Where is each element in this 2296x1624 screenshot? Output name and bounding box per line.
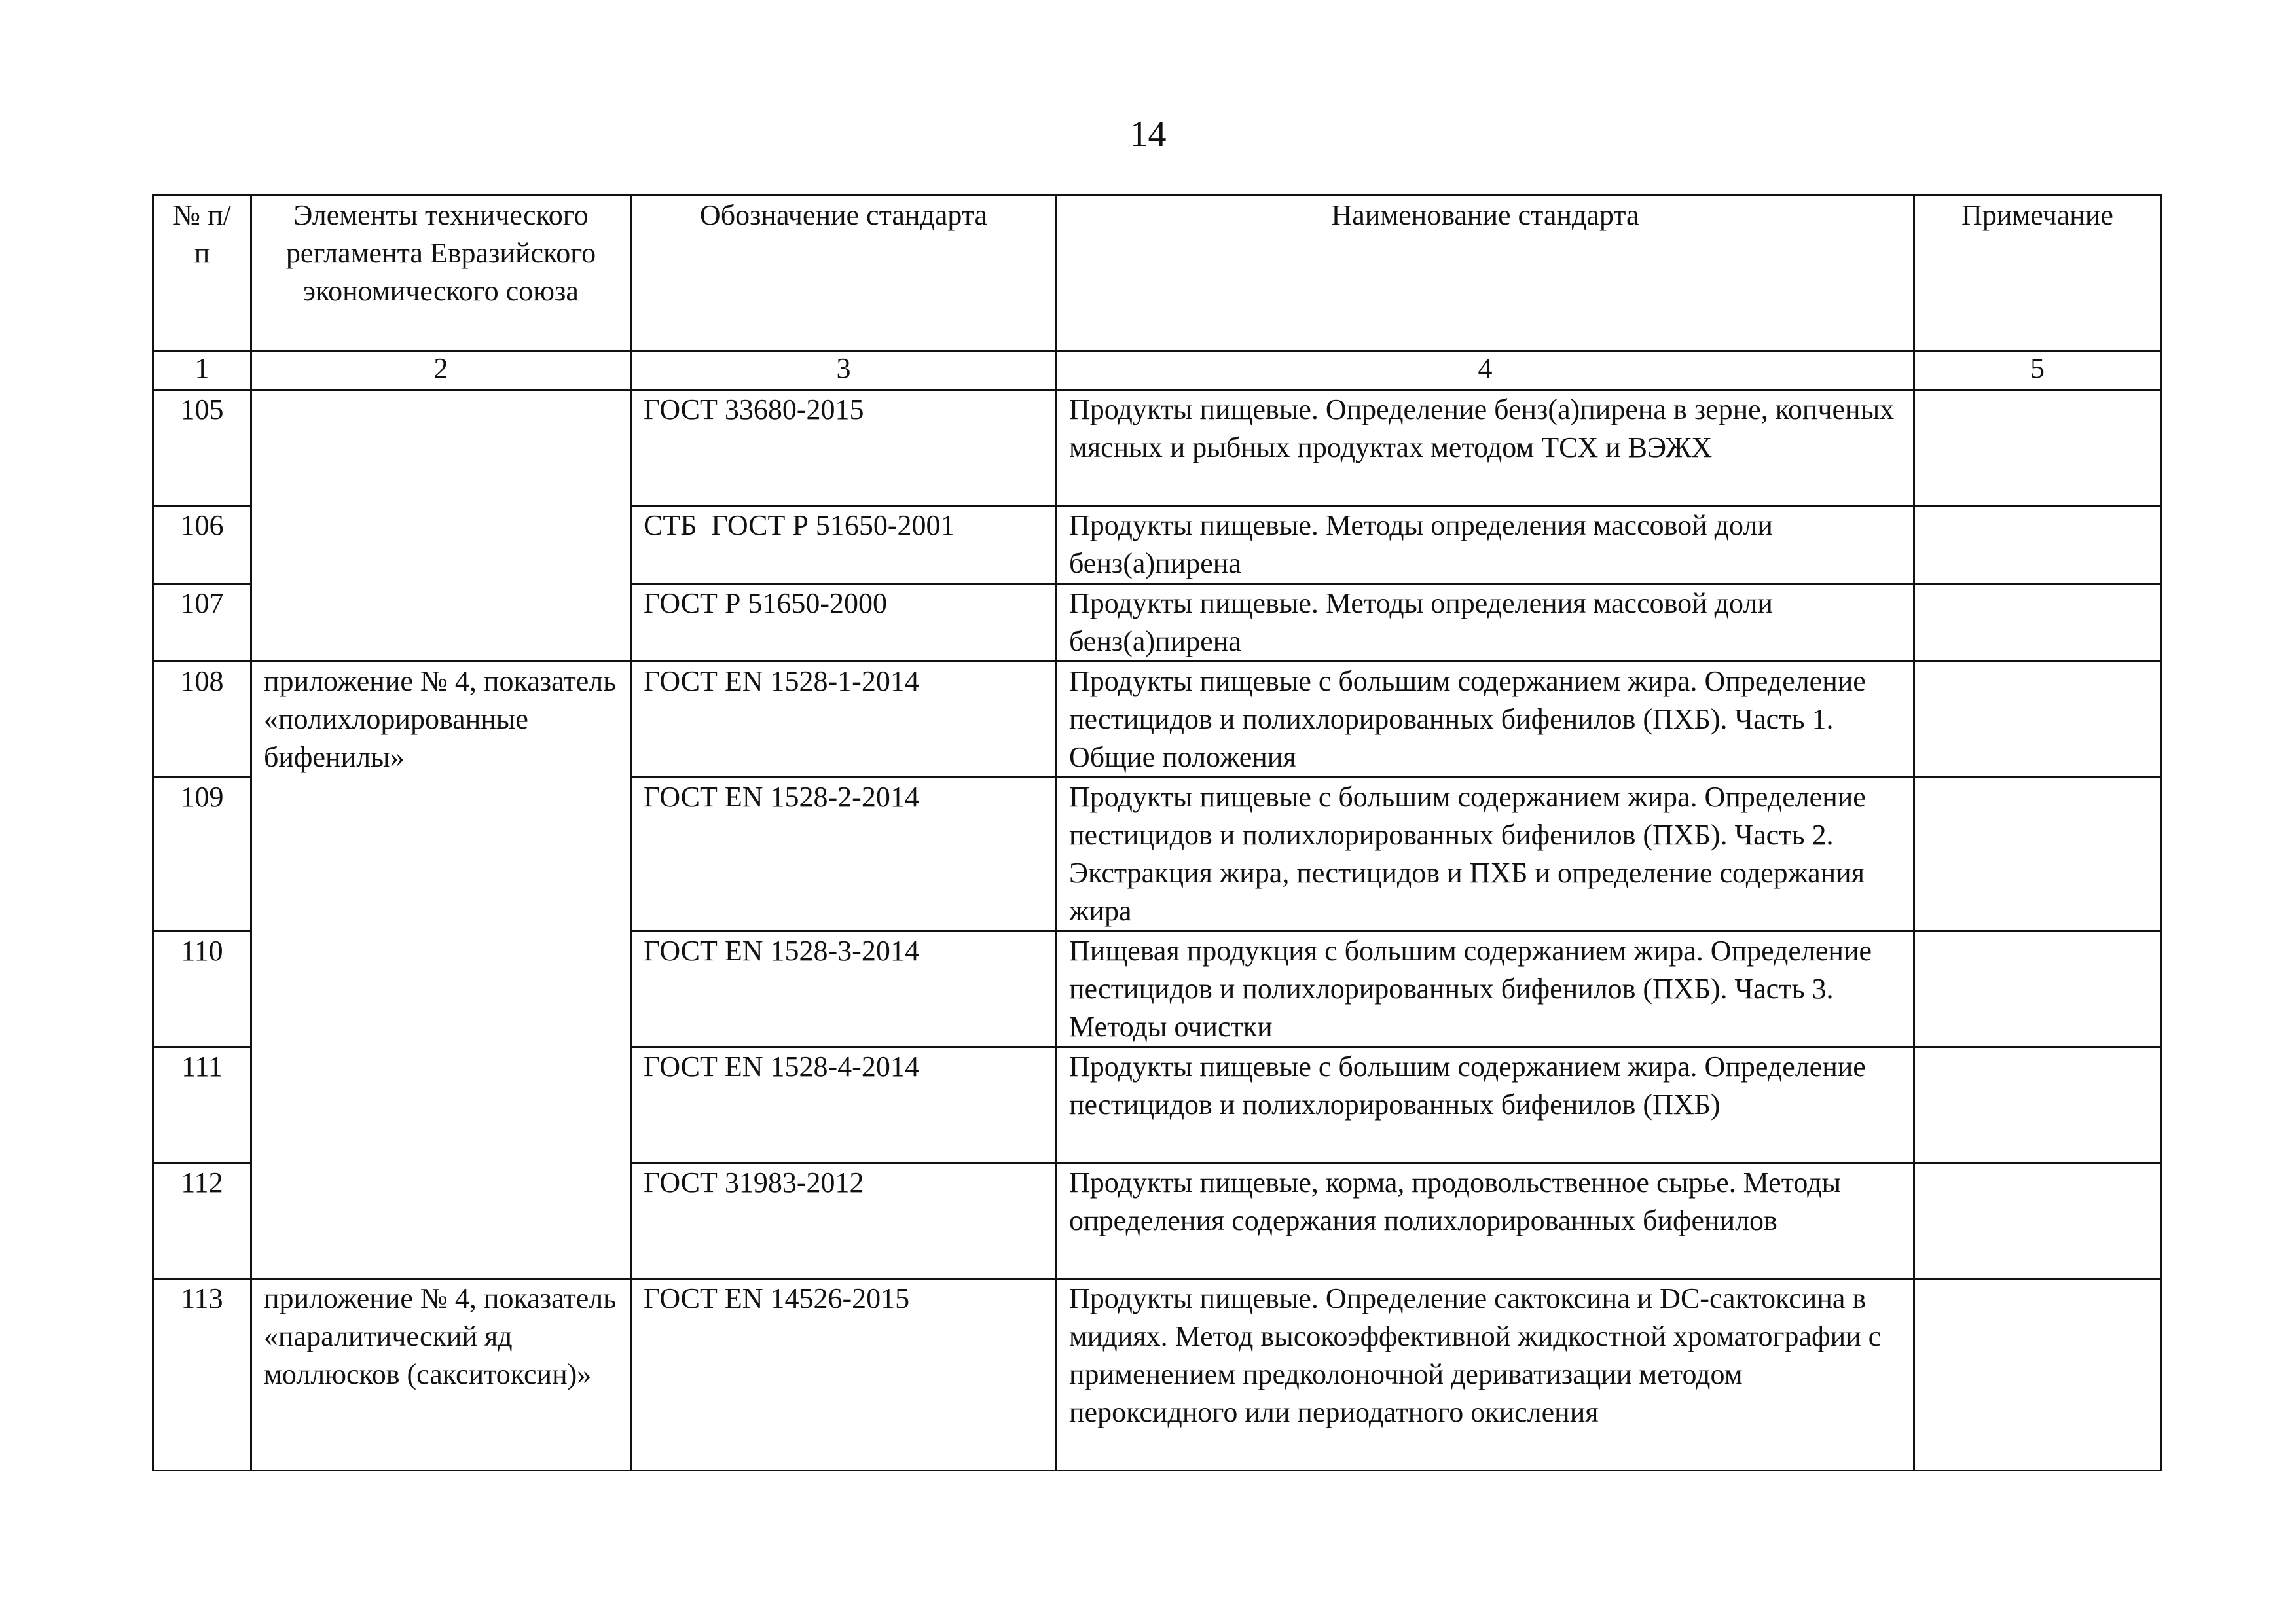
standards-table	[152, 194, 2162, 1471]
standard-code: СТБ ГОСТ Р 51650-2001	[631, 506, 1057, 584]
standard-code: ГОСТ EN 14526-2015	[631, 1279, 1057, 1471]
standard-name: Пищевая продукция с большим содержанием жира. Определение пестицидов и полихлорированных бифенилов (ПХБ). Часть 3. Методы очистки	[1057, 931, 1914, 1047]
row-number: 106	[153, 506, 251, 584]
standard-note	[1914, 662, 2161, 778]
standard-note	[1914, 584, 2161, 662]
standard-note	[1914, 506, 2161, 584]
standard-name: Продукты пищевые с большим содержанием жира. Определение пестицидов и полихлорированных бифенилов (ПХБ). Часть 2. Экстракция жира, пестицидов и ПХБ и определение содержания жира	[1057, 778, 1914, 931]
row-number: 111	[153, 1047, 251, 1163]
standard-name: Продукты пищевые. Определение сактоксина и DC-сактоксина в мидиях. Метод высокоэффективной жидкостной хроматографии с применением предколоночной дериватизации методом пероксидного или периодатного окисления	[1057, 1279, 1914, 1471]
column-number: 2	[251, 351, 631, 390]
header-row	[153, 196, 2161, 351]
row-number: 113	[153, 1279, 251, 1471]
row-number: 107	[153, 584, 251, 662]
standard-code: ГОСТ EN 1528-2-2014	[631, 778, 1057, 931]
column-number: 3	[631, 351, 1057, 390]
header-name: Наименование стандарта	[1057, 196, 1914, 351]
column-number-row	[153, 351, 2161, 390]
column-number: 5	[1914, 351, 2161, 390]
standard-note	[1914, 931, 2161, 1047]
table-row	[153, 1279, 2161, 1471]
standard-note	[1914, 1279, 2161, 1471]
standard-note	[1914, 1163, 2161, 1279]
standard-code: ГОСТ 33680-2015	[631, 390, 1057, 506]
element-pcb: приложение № 4, показатель «полихлорированные бифенилы»	[251, 662, 631, 1279]
standard-code: ГОСТ 31983-2012	[631, 1163, 1057, 1279]
column-number: 4	[1057, 351, 1914, 390]
row-number: 110	[153, 931, 251, 1047]
column-number: 1	[153, 351, 251, 390]
table-row	[153, 390, 2161, 506]
standard-name: Продукты пищевые с большим содержанием жира. Определение пестицидов и полихлорированных бифенилов (ПХБ). Часть 1. Общие положения	[1057, 662, 1914, 778]
row-number: 105	[153, 390, 251, 506]
standard-name: Продукты пищевые с большим содержанием жира. Определение пестицидов и полихлорированных бифенилов (ПХБ)	[1057, 1047, 1914, 1163]
element-cell-empty	[251, 390, 631, 662]
row-number: 109	[153, 778, 251, 931]
header-element: Элементы технического регламента Евразийского экономического союза	[251, 196, 631, 351]
standard-code: ГОСТ EN 1528-1-2014	[631, 662, 1057, 778]
row-number: 108	[153, 662, 251, 778]
standard-note	[1914, 390, 2161, 506]
table-row	[153, 662, 2161, 778]
standard-note	[1914, 1047, 2161, 1163]
standard-name: Продукты пищевые. Методы определения массовой доли бенз(а)пирена	[1057, 506, 1914, 584]
standard-note	[1914, 778, 2161, 931]
page-number: 14	[1129, 114, 1167, 154]
header-note: Примечание	[1914, 196, 2161, 351]
standard-code: ГОСТ EN 1528-3-2014	[631, 931, 1057, 1047]
header-num: № п/п	[153, 196, 251, 351]
header-code: Обозначение стандарта	[631, 196, 1057, 351]
standard-code: ГОСТ EN 1528-4-2014	[631, 1047, 1057, 1163]
standard-code: ГОСТ Р 51650-2000	[631, 584, 1057, 662]
standard-name: Продукты пищевые. Определение бенз(а)пирена в зерне, копченых мясных и рыбных продуктах методом ТСХ и ВЭЖХ	[1057, 390, 1914, 506]
standard-name: Продукты пищевые. Методы определения массовой доли бенз(а)пирена	[1057, 584, 1914, 662]
element-saxitoxin: приложение № 4, показатель «паралитический яд моллюсков (сакситоксин)»	[251, 1279, 631, 1471]
row-number: 112	[153, 1163, 251, 1279]
standard-name: Продукты пищевые, корма, продовольственное сырье. Методы определения содержания полихлорированных бифенилов	[1057, 1163, 1914, 1279]
